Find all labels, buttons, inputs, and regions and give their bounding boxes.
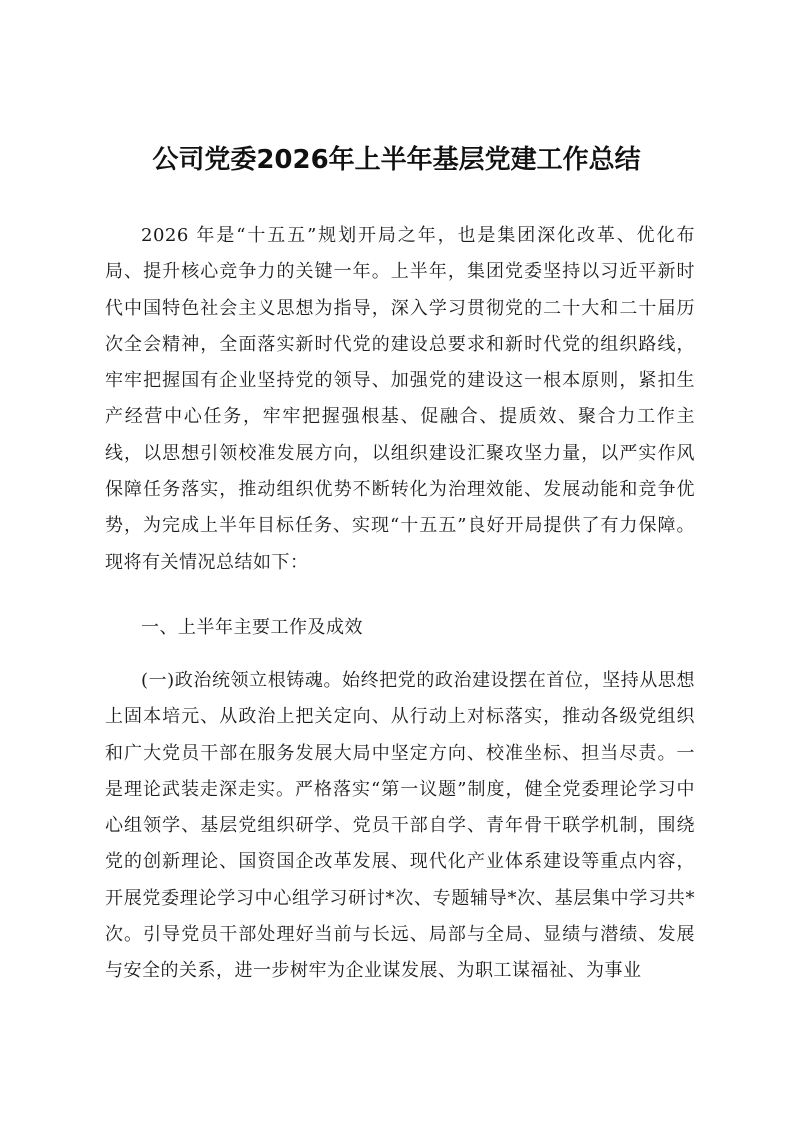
intro-paragraph: 2026 年是“十五五”规划开局之年，也是集团深化改革、优化布局、提升核心竞争力的关键一年。上半年，集团党委坚持以习近平新时代中国特色社会主义思想为指导，深入学习贯彻党的二十大和二十届历次全会精神，全面落实新时代党的建设总要求和新时代党的组织路线，牢牢把握国有企业坚持党的领导、加强党的建设这一根本原则，紧扣生产经营中心任务，牢牢把握强根基、促融合、提质效、聚合力工作主线，以思想引领校准发展方向，以组织建设汇聚攻坚力量，以严实作风保障任务落实，推动组织优势不断转化为治理效能、发展动能和竞争优势，为完成上半年目标任务、实现“十五五”良好开局提供了有力保障。现将有关情况总结如下： (105, 225, 695, 573)
section-paragraph: (一)政治统领立根铸魂。始终把党的政治建设摆在首位，坚持从思想上固本培元、从政治上把关定向、从行动上对标落实，推动各级党组织和广大党员干部在服务发展大局中坚定方向、校准坐标、担当尽责。一是理论武装走深走实。严格落实“第一议题”制度，健全党委理论学习中心组领学、基层党组织研学、党员干部自学、青年骨干联学机制，围绕党的创新理论、国资国企改革发展、现代化产业体系建设等重点内容，开展党委理论学习中心组学习研讨*次、专题辅导*次、基层集中学习共*次。引导党员干部处理好当前与长远、局部与全局、显绩与潜绩、发展与安全的关系，进一步树牢为企业谋发展、为职工谋福祉、为事业 (105, 670, 695, 982)
section-heading: 一、上半年主要工作及成效 (141, 617, 363, 638)
document-title: 公司党委2026年上半年基层党建工作总结 (152, 145, 641, 175)
